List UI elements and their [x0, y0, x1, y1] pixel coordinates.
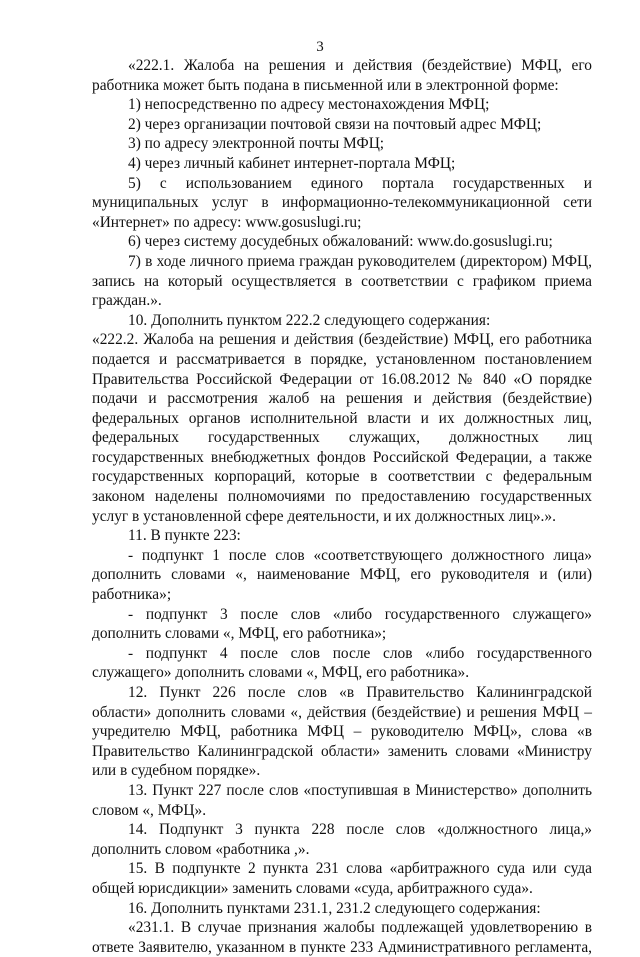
- paragraph-222-1: «222.1. Жалоба на решения и действия (бездействие) МФЦ, его работника может быть подана в письменной или в электронной форме:: [92, 57, 592, 94]
- item-13: 13. Пункт 227 после слов «поступившая в Министерство» дополнить словом «, МФЦ».: [92, 781, 592, 819]
- list-item-6: 6) через систему досудебных обжалований: www.do.gosuslugi.ru;: [128, 233, 553, 251]
- list-item-7: 7) в ходе личного приема граждан руководителем (директором) МФЦ, запись на который осуществляется в соответствии с графиком приема граждан.».: [92, 252, 592, 310]
- item-11: 11. В пункте 223:: [128, 527, 241, 545]
- list-item-3: 3) по адресу электронной почты МФЦ;: [128, 135, 385, 153]
- list-item-2: 2) через организации почтовой связи на почтовый адрес МФЦ;: [128, 115, 542, 133]
- item-15: 15. В подпункте 2 пункта 231 слова «арбитражного суда или суда общей юрисдикции» заменить словами «суда, арбитражного суда».: [92, 860, 592, 897]
- item-11-sub-3: - подпункт 3 после слов «либо государственного служащего» дополнить словами «, МФЦ, его работника»;: [92, 605, 592, 643]
- item-10: 10. Дополнить пунктом 222.2 следующего содержания:: [128, 311, 491, 329]
- item-16: 16. Дополнить пунктами 231.1, 231.2 следующего содержания:: [128, 899, 541, 917]
- item-11-sub-4: - подпункт 4 после слов после слов «либо государственного служащего» дополнить словами «, МФЦ, его работника».: [92, 644, 592, 682]
- list-item-5: 5) с использованием единого портала государственных и муниципальных услуг в информационно-телекоммуникационной сети «Интернет» по адресу: www.gosuslugi.ru;: [92, 174, 592, 231]
- document-body: [92, 56, 592, 957]
- item-11-sub-1: - подпункт 1 после слов «соответствующего должностного лица» дополнить словами «, наименование МФЦ, его руководителя и (или) работника»;: [92, 546, 592, 604]
- paragraph-222-2: «222.2. Жалоба на решения и действия (бездействие) МФЦ, его работника подается и рассматривается в порядке, установленном постановлением Правительства Российской Федерации от 16.08.2012 № 840 «О порядке подачи и рассмотрения жалоб на решения и действия (бездействие) федеральных органов исполнительной власти и их должностных лиц, федеральных государственных служащих, должностных лиц государственных внебюджетных фондов Российской Федерации, а также государственных корпораций, которые в соответствии с федеральным законом наделены полномочиями по предоставлению государственных услуг в установленной сфере деятельности, и их должностных лиц».».: [92, 331, 592, 525]
- list-item-1: 1) непосредственно по адресу местонахождения МФЦ;: [128, 96, 490, 114]
- item-14: 14. Подпункт 3 пункта 228 после слов «должностного лица,» дополнить словом «работника ,».: [92, 821, 592, 858]
- paragraph-231-1: «231.1. В случае признания жалобы подлежащей удовлетворению в ответе Заявителю, указанном в пункте 233 Административного регламента,: [92, 919, 592, 956]
- item-12: 12. Пункт 226 после слов «в Правительство Калининградской области» дополнить словами «, действия (бездействие) и решения МФЦ – учредителю МФЦ, работника МФЦ – руководителю МФЦ», слова «в Правительство Калининградской области» заменить словами «Министру или в судебном порядке».: [92, 684, 592, 780]
- page-number: 3: [316, 39, 324, 55]
- list-item-4: 4) через личный кабинет интернет-портала МФЦ;: [128, 154, 456, 172]
